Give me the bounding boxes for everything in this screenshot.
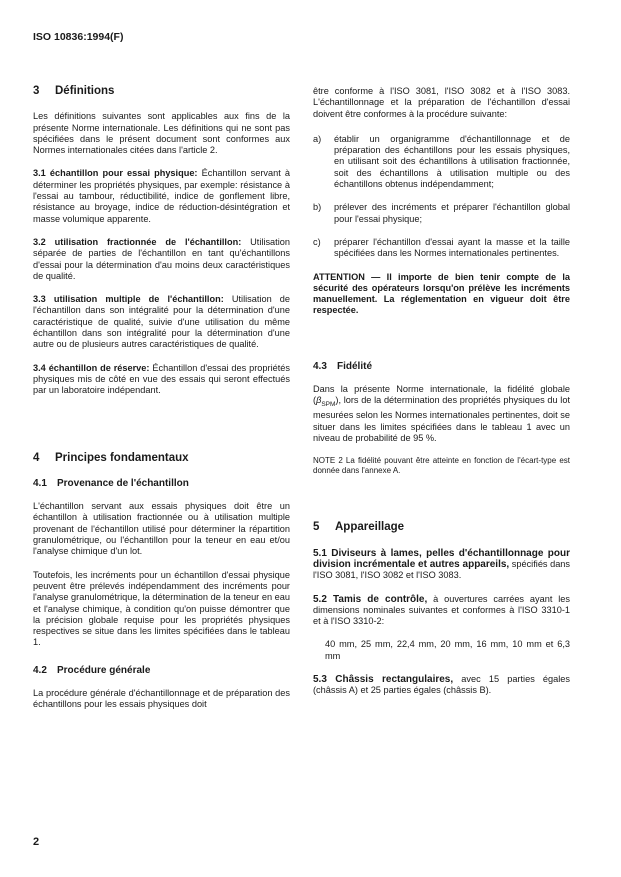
note-2: NOTE 2 La fidélité pouvant être atteinte en fonction de l'écart-type est donnée dans l'annexe A. (313, 456, 570, 476)
list-item (313, 134, 570, 190)
definition-term: utilisation multiple de l'échantillon: (53, 294, 224, 305)
list-text: prélever des incréments et préparer l'échantillon global pour l'essai physique; (334, 202, 570, 224)
definition-term: utilisation fractionnée de l'échantillon: (54, 236, 242, 247)
paragraph: L'échantillon servant aux essais physiques doit être un échantillon à utilisation fractionnée ou à utilisation multiple provenant de l'échantillon utilisé pour déterminer la répartition granulométrique, ou l'échantillon pour la teneur en eau et/ou l'analyse chimique d'un lot. (33, 501, 290, 557)
section-title: Définitions (55, 85, 115, 97)
definition-3-2 (33, 237, 290, 282)
paragraph: être conforme à l'ISO 3081, l'ISO 3082 et à l'ISO 3083. L'échantillonnage et la préparation de l'échantillon d'essai doivent être conformes à la procédure suivante: (313, 86, 570, 119)
paragraph: La procédure générale d'échantillonnage et de préparation des échantillons pour les essais physiques doit (33, 687, 290, 710)
list-item (313, 237, 570, 260)
clause-term: Diviseurs à lames, pelles d'échantillonnage pour division incrémentale et autres appareils, (313, 547, 570, 570)
beta-subscript: SPM (321, 401, 336, 409)
definition-term: échantillon pour essai physique: (49, 168, 198, 179)
section-number: 5 (313, 521, 320, 534)
definitions-intro: Les définitions suivantes sont applicables aux fins de la présente Norme internationale. Les définitions qui ne sont pas spécifiées dans le présent document sont conformes aux Normes internationales citées dans l'article 2. (33, 111, 290, 156)
subsection-4-2-heading (33, 665, 290, 676)
section-4-heading (33, 453, 290, 464)
list-marker: c) (313, 236, 321, 247)
right-column (313, 86, 570, 709)
clause-number: 3.3 (33, 294, 46, 305)
definition-text: Échantillon servant à déterminer les propriétés physiques, par exemple: résistance à l'essai au tambour, réductibilité, indice de gonflement libre, résistance au broyage, indice de réduction-désintégration et masse volumique apparente. (33, 168, 290, 224)
list-marker: b) (313, 202, 322, 213)
clause-number: 5.3 (313, 674, 327, 686)
page-number: 2 (33, 836, 40, 848)
clause-term: Châssis rectangulaires, (335, 674, 454, 686)
list-marker: a) (313, 133, 322, 144)
section-title: Principes fondamentaux (55, 451, 189, 464)
clause-text: à ouvertures carrées ayant les dimensions nominales suivantes et conformes à l'ISO 3310-1 et à l'ISO 3310-2: (313, 593, 570, 627)
beta-symbol: β (316, 395, 322, 406)
section-5-heading (313, 522, 570, 533)
list-text: établir un organigramme d'échantillonnage et de préparation des échantillons pour les essais physiques, en utilisant soit des échantillons à utilisation fractionnée, soit des échantillons à utilisation multiple ou des échantillons obtenus indépendamment; (334, 133, 570, 190)
list-text: préparer l'échantillon d'essai ayant la masse et la taille spécifiées dans les Normes internationales pertinentes. (334, 236, 570, 259)
subsection-4-3-heading (313, 361, 570, 372)
section-3-heading (33, 86, 290, 97)
definition-text: Utilisation de l'échantillon dans son intégralité pour la détermination d'une caractéristique de qualité, suivie d'une utilisation du même échantillon dans son intégralité pour la détermination d'une autre ou de plusieurs autres caractéristiques de qualité. (33, 294, 290, 350)
safety-warning: ATTENTION — Il importe de bien tenir compte de la sécurité des opérateurs lorsqu'on prélève les incréments manuellement. La réglementation en vigueur doit être respectée. (313, 271, 570, 316)
subsection-title: Fidélité (337, 360, 373, 372)
definition-text: Utilisation séparée de parties de l'échantillon en tant qu'échantillons d'essai pour la détermination d'au moins deux caractéristiques de qualité. (33, 236, 290, 281)
clause-number: 3.2 (33, 236, 46, 247)
definition-term: échantillon de réserve: (48, 362, 150, 373)
subsection-number: 4.2 (33, 664, 47, 676)
subsection-4-1-heading (33, 478, 290, 489)
clause-term: Tamis de contrôle, (333, 593, 428, 605)
section-title: Appareillage (335, 521, 405, 534)
clause-5-2 (313, 594, 570, 628)
definition-3-1 (33, 168, 290, 224)
clause-number: 5.1 (313, 547, 327, 559)
sieve-sizes: 40 mm, 25 mm, 22,4 mm, 20 mm, 16 mm, 10 mm et 6,3 mm (325, 639, 570, 661)
clause-5-1 (313, 548, 570, 582)
subsection-number: 4.1 (33, 477, 47, 489)
precision-paragraph (313, 384, 570, 444)
subsection-title: Procédure générale (57, 664, 151, 676)
clause-5-3 (313, 674, 570, 697)
clause-text: spécifiés dans l'ISO 3081, l'ISO 3082 et l'ISO 3083. (313, 558, 571, 581)
paragraph: Toutefois, les incréments pour un échantillon d'essai physique peuvent être prélevés indépendamment des incréments pour l'analyse granulométrique, la détermination de la teneur en eau et l'analyse chimique, à condition qu'on puisse démontrer que la précision globale requise pour les propriétés physiques respectives se situe dans les limites spécifiées dans le tableau 1. (33, 569, 290, 648)
definition-text: Échantillon d'essai des propriétés physiques mis de côté en vue des essais qui seront effectués par un laboratoire indépendant. (33, 362, 290, 396)
document-header: ISO 10836:1994(F) (33, 31, 124, 43)
section-number: 4 (33, 451, 40, 464)
clause-text: avec 15 parties égales (châssis A) et 25 parties égales (châssis B). (313, 674, 570, 696)
clause-number: 5.2 (313, 593, 327, 605)
definition-3-4 (33, 363, 290, 397)
subsection-number: 4.3 (313, 360, 327, 372)
subsection-title: Provenance de l'échantillon (57, 477, 189, 489)
clause-number: 3.1 (33, 168, 46, 179)
left-column (33, 86, 290, 723)
text-part: Dans la présente Norme internationale, la fidélité globale ( (313, 384, 570, 406)
clause-number: 3.4 (33, 362, 46, 373)
list-item (313, 202, 570, 225)
section-number: 3 (33, 85, 40, 97)
definition-3-3 (33, 294, 290, 350)
text-part: ), lors de la détermination des propriétés physiques du lot mesurées selon les Normes internationales pertinentes, doit se situer dans les limites spécifiées dans le tableau 1 avec un niveau de probabilité de 95 %. (313, 395, 570, 444)
